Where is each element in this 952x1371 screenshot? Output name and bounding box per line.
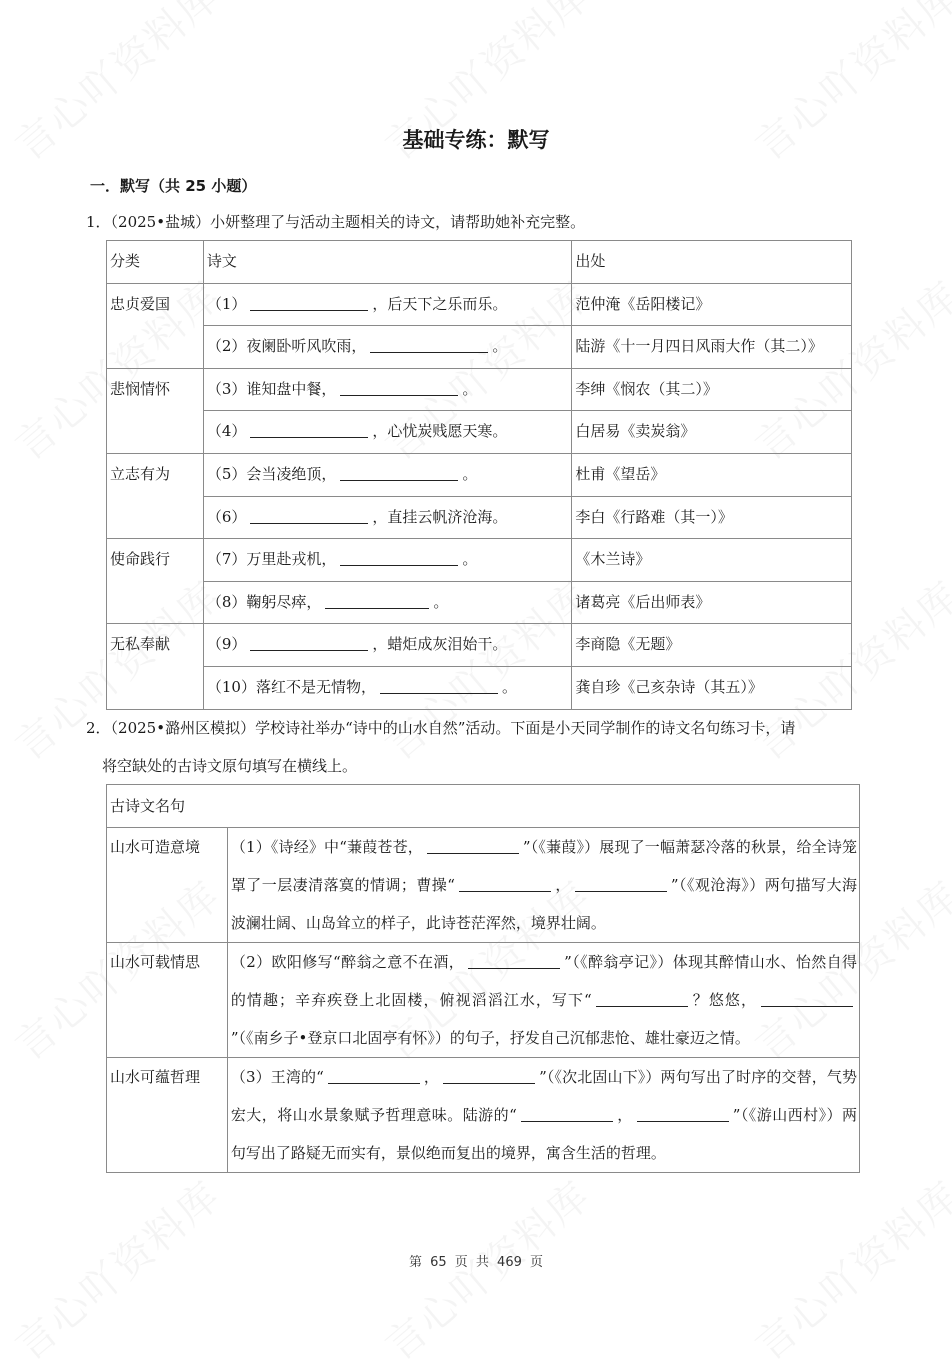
table-row (107, 411, 852, 454)
table-header-row (107, 785, 860, 828)
poem-cell (203, 368, 572, 411)
poem-cell (203, 624, 572, 667)
poem-text: 。 (462, 379, 478, 398)
content-text: ”（《游山西村》）两句写出了路疑无而实有，景似绝而复出的境界，寓含生活的哲理。 (230, 1106, 857, 1162)
row-content (227, 828, 859, 943)
section-heading: 一．默写（共 25 小题） (90, 177, 257, 195)
category-cell: 无私奉献 (107, 624, 204, 709)
content-text: ， (423, 1068, 440, 1086)
content-text: ， (616, 1106, 633, 1124)
poem-text: （5）会当凌绝顶， (206, 464, 337, 483)
poem-text: （1） (206, 294, 247, 313)
source-cell: 李白《行路难（其一）》 (572, 496, 852, 539)
poem-text: ，心忧炭贱愿天寒。 (372, 422, 508, 441)
column-header: 出处 (572, 241, 852, 284)
table-row (107, 539, 852, 582)
answer-blank[interactable] (328, 1065, 420, 1084)
content-text: ”（《醉翁亭记》）体现其醉情山水、怡然自得的情趣；辛弃疾登上北固楼，俯视滔滔江水，写下“ (230, 953, 857, 1009)
row-label: 山水可载情思 (107, 943, 228, 1058)
poem-text: 。 (462, 464, 478, 483)
table-row (107, 624, 852, 667)
source-cell: 龚自珍《己亥杂诗（其五）》 (572, 666, 852, 709)
answer-blank[interactable] (340, 462, 458, 481)
poem-text: ，后天下之乐而乐。 (372, 294, 508, 313)
content-text: （3）王湾的“ (230, 1068, 324, 1086)
row-label: 山水可造意境 (107, 828, 228, 943)
table-row (107, 326, 852, 369)
poem-cell (203, 496, 572, 539)
table-row (107, 496, 852, 539)
answer-blank[interactable] (468, 950, 560, 969)
table-row (107, 581, 852, 624)
category-cell: 使命践行 (107, 539, 204, 624)
answer-blank[interactable] (250, 419, 368, 438)
poem-text: 。 (492, 337, 508, 356)
category-cell: 悲悯情怀 (107, 368, 204, 453)
poem-text: （6） (206, 507, 247, 526)
table-row (107, 1058, 860, 1173)
content-text: ？悠悠， (691, 991, 757, 1009)
poem-text: 。 (501, 677, 517, 696)
poem-cell (203, 453, 572, 496)
answer-blank[interactable] (250, 292, 368, 311)
question-1-stem: 1．（2025•盐城）小妍整理了与活动主题相关的诗文，请帮助她补充完整。 (86, 213, 586, 231)
poem-cell (203, 581, 572, 624)
content-text: （1）《诗经》中“蒹葭苍苍， (230, 838, 423, 856)
content-text: ， (554, 876, 571, 894)
table-row (107, 453, 852, 496)
question-2-stem-line2: 将空缺处的古诗文原句填写在横线上。 (102, 757, 358, 775)
answer-blank[interactable] (340, 377, 458, 396)
table-row (107, 666, 852, 709)
answer-blank[interactable] (443, 1065, 535, 1084)
answer-blank[interactable] (370, 334, 488, 353)
poem-text: （4） (206, 422, 247, 441)
poem-text: （3）谁知盘中餐， (206, 379, 337, 398)
poem-text: 。 (462, 550, 478, 569)
poem-text: （7）万里赴戎机， (206, 550, 337, 569)
answer-blank[interactable] (325, 590, 429, 609)
question-2-stem (86, 709, 876, 785)
content-text: （2）欧阳修写“醉翁之意不在酒， (230, 953, 465, 971)
poem-text: ，直挂云帆济沧海。 (372, 507, 508, 526)
poem-cell (203, 411, 572, 454)
source-cell: 杜甫《望岳》 (572, 453, 852, 496)
table-row (107, 368, 852, 411)
source-cell: 白居易《卖炭翁》 (572, 411, 852, 454)
answer-blank[interactable] (250, 632, 368, 651)
row-content (227, 1058, 859, 1173)
poem-text: （10）落红不是无情物， (206, 677, 376, 696)
answer-blank[interactable] (637, 1103, 729, 1122)
content-text: ”（《次北固山下》）两句写出了时序的交替，气势宏大，将山水景象赋予哲理意味。陆游的“ (230, 1068, 857, 1124)
poem-cell (203, 666, 572, 709)
page-title: 基础专练：默写 (402, 128, 550, 152)
table-header-row (107, 241, 852, 284)
poem-text: （8）鞠躬尽瘁， (206, 592, 322, 611)
question-2-table (106, 784, 860, 1173)
answer-blank[interactable] (761, 988, 853, 1007)
answer-blank[interactable] (596, 988, 688, 1007)
table-row (107, 283, 852, 326)
source-cell: 李商隐《无题》 (572, 624, 852, 667)
answer-blank[interactable] (459, 873, 551, 892)
source-cell: 范仲淹《岳阳楼记》 (572, 283, 852, 326)
poem-text: 。 (433, 592, 449, 611)
poem-text: （9） (206, 635, 247, 654)
row-label: 山水可蕴哲理 (107, 1058, 228, 1173)
poem-cell (203, 539, 572, 582)
content-text: ”（《观沧海》）两句描写大海波澜壮阔、山岛耸立的样子，此诗苍茫浑然，境界壮阔。 (230, 876, 857, 932)
poem-cell (203, 326, 572, 369)
source-cell: 《木兰诗》 (572, 539, 852, 582)
answer-blank[interactable] (427, 835, 519, 854)
question-1-table (106, 240, 852, 710)
answer-blank[interactable] (575, 873, 667, 892)
column-header: 分类 (107, 241, 204, 284)
source-cell: 李绅《悯农（其二）》 (572, 368, 852, 411)
content-text: ”（《蒹葭》）展现了一幅萧瑟冷落的秋景，给全诗笼罩了一层凄清落寞的情调；曹操“ (230, 838, 857, 894)
question-2-stem-line1: 2．（2025•潞州区模拟）学校诗社举办“诗中的山水自然”活动。下面是小天同学制作的诗文名句练习卡，请 (86, 719, 796, 737)
table-row (107, 943, 860, 1058)
content-text: ”（《南乡子•登京口北固亭有怀》）的句子，抒发自己沉郁悲怆、雄壮豪迈之情。 (230, 1029, 750, 1047)
row-content (227, 943, 859, 1058)
table-header: 古诗文名句 (107, 785, 860, 828)
page-footer: 第 65 页 共 469 页 (408, 1255, 544, 1270)
category-cell: 立志有为 (107, 453, 204, 538)
answer-blank[interactable] (521, 1103, 613, 1122)
category-cell: 忠贞爱国 (107, 283, 204, 368)
source-cell: 诸葛亮《后出师表》 (572, 581, 852, 624)
source-cell: 陆游《十一月四日风雨大作（其二）》 (572, 326, 852, 369)
answer-blank[interactable] (380, 675, 498, 694)
answer-blank[interactable] (250, 505, 368, 524)
column-header: 诗文 (203, 241, 572, 284)
poem-cell (203, 283, 572, 326)
poem-text: （2）夜阑卧听风吹雨， (206, 337, 367, 356)
answer-blank[interactable] (340, 547, 458, 566)
poem-text: ，蜡炬成灰泪始干。 (372, 635, 508, 654)
table-row (107, 828, 860, 943)
